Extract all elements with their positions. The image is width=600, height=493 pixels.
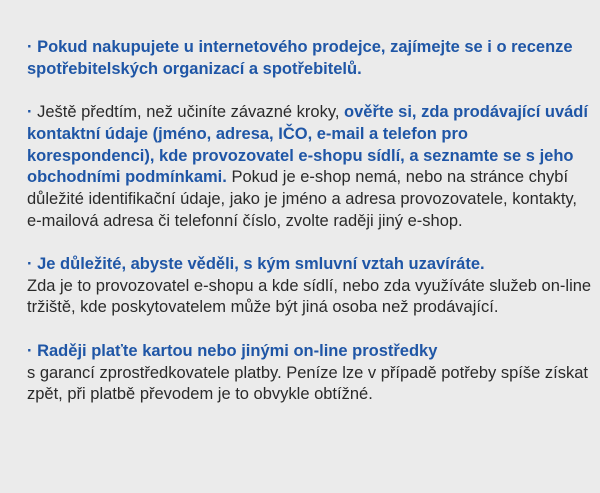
bullet-marker: · [27, 103, 33, 122]
body-text: Pokud je e-shop nemá, nebo na stránce chybí důležité identifikační údaje, jako je jméno a adresa provozovatele, kontakty, e-mailová adresa či telefonní číslo, zvolte raději jiný e-shop. [27, 168, 578, 230]
lead-text: Ještě předtím, než učiníte závazné kroky, [37, 103, 340, 122]
advice-text [27, 37, 592, 428]
bullet-marker: · [27, 341, 33, 360]
highlight-text: ověřte si, zda prodávající uvádí kontaktní údaje (jméno, adresa, IČO, e-mail a telefon pro korespondenci), kde provozovatel e-shopu sídlí, a seznamte se s jeho obchodními podmínkami. [27, 103, 588, 187]
paragraph-payment [27, 341, 592, 406]
highlight-text: Je důležité, abyste věděli, s kým smluvní vztah uzavíráte. [37, 255, 485, 273]
paragraph-reviews [27, 37, 592, 80]
highlight-text: Raději plaťte kartou nebo jinými on-line prostředky [37, 341, 438, 360]
bullet-marker: · [27, 255, 33, 273]
bullet-marker: · [27, 38, 33, 56]
paragraph-contract-party [27, 254, 592, 319]
body-text: s garancí zprostředkovatele platby. Peníze lze v případě potřeby spíše získat zpět, při platbě převodem je to obvykle obtížné. [27, 363, 588, 404]
body-text: Zda je to provozovatel e-shopu a kde sídlí, nebo zda využíváte služeb on-line tržiště, kde poskytovatelem může být jiná osoba než prodávající. [27, 276, 592, 317]
highlight-text: Pokud nakupujete u internetového prodejce, zajímejte se i o recenze spotřebitelských organizací a spotřebitelů. [27, 38, 573, 78]
paragraph-contact-details [27, 102, 592, 232]
